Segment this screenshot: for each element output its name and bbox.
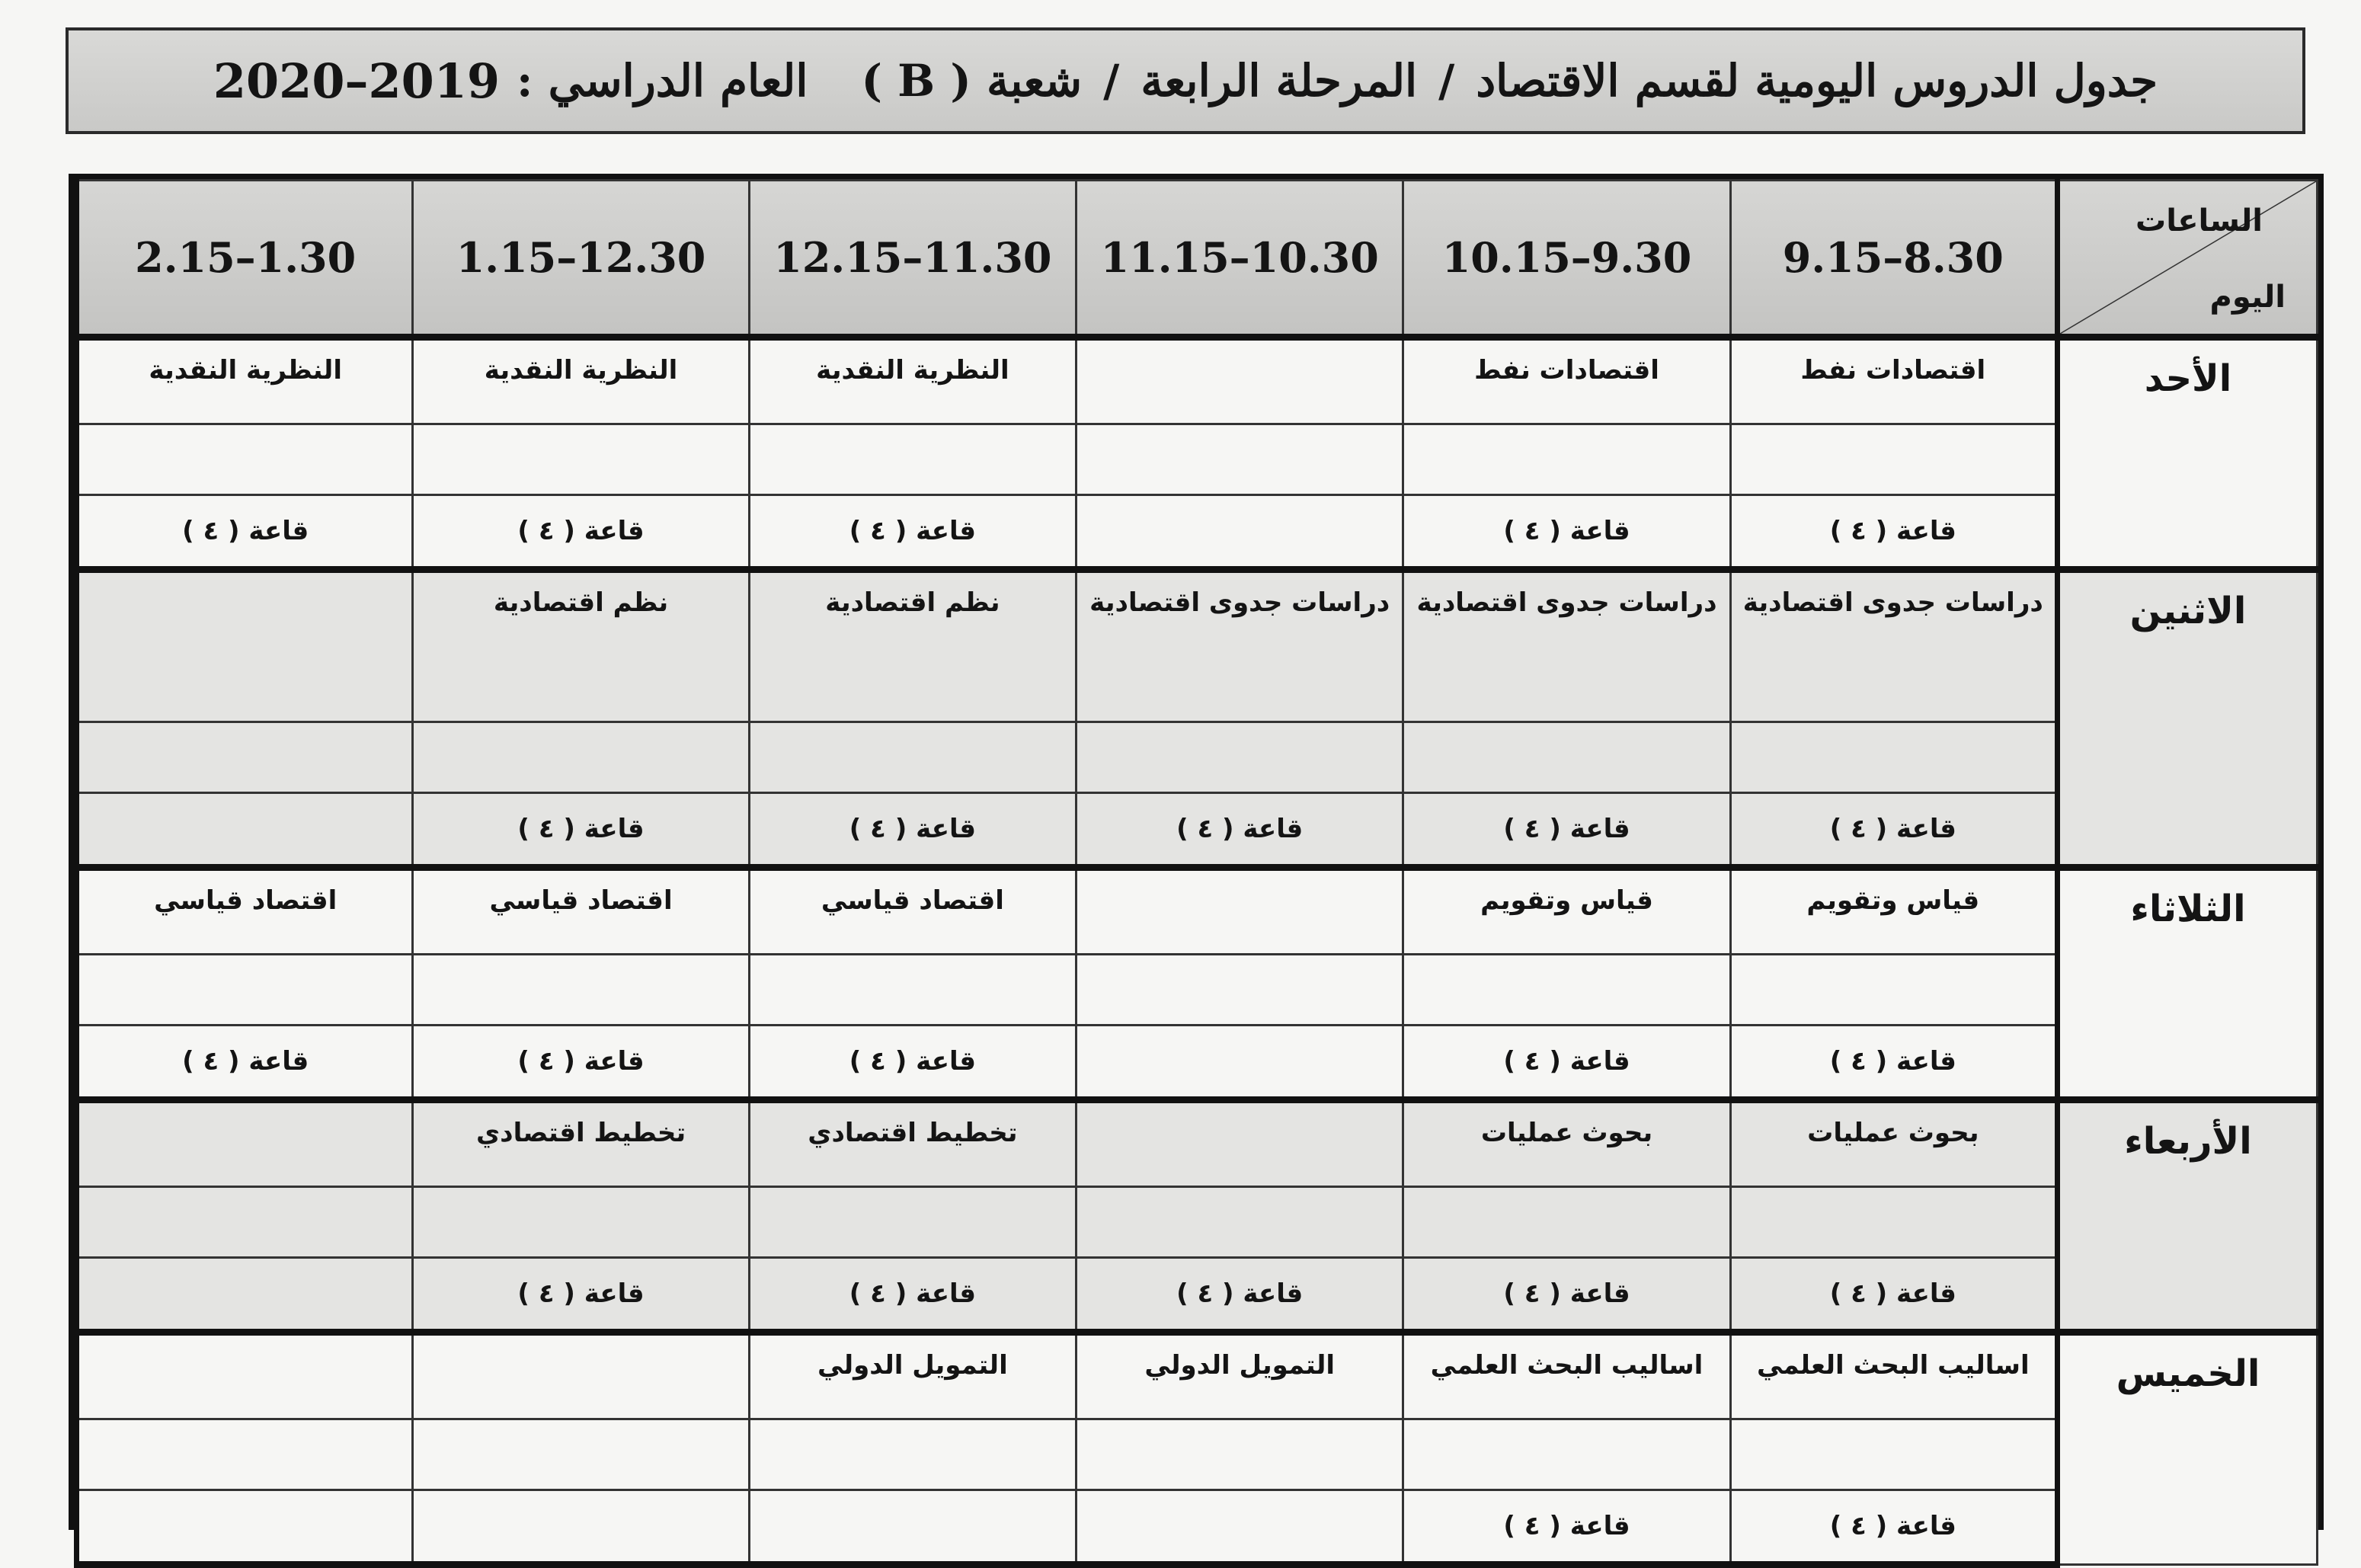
room-cell: قاعة ( ٤ ) xyxy=(77,1026,413,1100)
room-cell: قاعة ( ٤ ) xyxy=(1403,1258,1730,1333)
time-slot-header: 1.15–12.30 xyxy=(413,181,749,338)
room-cell xyxy=(1077,1026,1403,1100)
time-slot-header: 9.15–8.30 xyxy=(1730,181,2057,338)
room-cell xyxy=(1077,1490,1403,1565)
empty-cell xyxy=(413,1419,749,1490)
room-cell: قاعة ( ٤ ) xyxy=(749,495,1076,570)
subject-cell: النظرية النقدية xyxy=(77,338,413,424)
day-room-row xyxy=(77,1490,2318,1565)
empty-cell xyxy=(1077,424,1403,495)
room-cell: قاعة ( ٤ ) xyxy=(1730,1490,2057,1565)
day-spacer-row xyxy=(77,1187,2318,1258)
header-row xyxy=(77,181,2318,338)
time-slot-header: 2.15–1.30 xyxy=(77,181,413,338)
empty-cell xyxy=(1403,424,1730,495)
empty-cell xyxy=(1403,1419,1730,1490)
day-subject-row xyxy=(77,338,2318,424)
empty-cell xyxy=(749,1419,1076,1490)
empty-cell xyxy=(77,1419,413,1490)
subject-cell: اساليب البحث العلمي xyxy=(1730,1333,2057,1419)
subject-cell: قياس وتقويم xyxy=(1730,868,2057,955)
subject-cell: النظرية النقدية xyxy=(413,338,749,424)
subject-cell: نظم اقتصادية xyxy=(413,570,749,722)
subject-cell: اقتصادات نفط xyxy=(1403,338,1730,424)
day-room-row xyxy=(77,793,2318,868)
subject-cell: بحوث عمليات xyxy=(1403,1100,1730,1187)
room-cell: قاعة ( ٤ ) xyxy=(413,495,749,570)
time-slot-header: 11.15–10.30 xyxy=(1077,181,1403,338)
room-cell xyxy=(77,1490,413,1565)
room-cell: قاعة ( ٤ ) xyxy=(413,1026,749,1100)
room-cell: قاعة ( ٤ ) xyxy=(413,793,749,868)
room-cell xyxy=(749,1490,1076,1565)
empty-cell xyxy=(749,955,1076,1026)
page-title xyxy=(66,27,2305,134)
day-subject-row xyxy=(77,1100,2318,1187)
subject-cell: دراسات جدوى اقتصادية xyxy=(1730,570,2057,722)
day-name: الثلاثاء xyxy=(2057,868,2317,1100)
title-separator: / xyxy=(1438,55,1455,107)
empty-cell xyxy=(77,1187,413,1258)
empty-cell xyxy=(1730,424,2057,495)
subject-cell xyxy=(77,1100,413,1187)
day-spacer-row xyxy=(77,955,2318,1026)
room-cell: قاعة ( ٤ ) xyxy=(1403,1490,1730,1565)
day-room-row xyxy=(77,1026,2318,1100)
day-room-row xyxy=(77,495,2318,570)
day-name: الأحد xyxy=(2057,338,2317,570)
subject-cell xyxy=(1077,338,1403,424)
room-cell: قاعة ( ٤ ) xyxy=(1730,1026,2057,1100)
subject-cell: اقتصاد قياسي xyxy=(77,868,413,955)
room-cell xyxy=(77,1258,413,1333)
time-slot-header: 10.15–9.30 xyxy=(1403,181,1730,338)
subject-cell: التمويل الدولي xyxy=(1077,1333,1403,1419)
day-spacer-row xyxy=(77,424,2318,495)
title-separator: / xyxy=(1103,55,1120,107)
empty-cell xyxy=(77,722,413,793)
room-cell: قاعة ( ٤ ) xyxy=(77,495,413,570)
empty-cell xyxy=(413,722,749,793)
subject-cell: اقتصاد قياسي xyxy=(413,868,749,955)
subject-cell: تخطيط اقتصادي xyxy=(749,1100,1076,1187)
title-year-value: 2020–2019 xyxy=(213,53,501,109)
room-cell: قاعة ( ٤ ) xyxy=(1403,1026,1730,1100)
room-cell xyxy=(77,793,413,868)
subject-cell: بحوث عمليات xyxy=(1730,1100,2057,1187)
room-cell: قاعة ( ٤ ) xyxy=(1730,495,2057,570)
room-cell: قاعة ( ٤ ) xyxy=(413,1258,749,1333)
room-cell: قاعة ( ٤ ) xyxy=(1730,793,2057,868)
day-room-row xyxy=(77,1258,2318,1333)
empty-cell xyxy=(1077,722,1403,793)
title-year-label: العام الدراسي : xyxy=(517,55,808,107)
subject-cell xyxy=(1077,1100,1403,1187)
subject-cell: نظم اقتصادية xyxy=(749,570,1076,722)
subject-cell: اقتصادات نفط xyxy=(1730,338,2057,424)
empty-cell xyxy=(413,1187,749,1258)
empty-cell xyxy=(749,1187,1076,1258)
subject-cell xyxy=(77,1333,413,1419)
day-name: الأربعاء xyxy=(2057,1100,2317,1333)
subject-cell: تخطيط اقتصادي xyxy=(413,1100,749,1187)
empty-cell xyxy=(1403,1187,1730,1258)
room-cell: قاعة ( ٤ ) xyxy=(1077,1258,1403,1333)
title-stage: المرحلة الرابعة xyxy=(1141,55,1418,107)
empty-cell xyxy=(1730,1419,2057,1490)
subject-cell: دراسات جدوى اقتصادية xyxy=(1077,570,1403,722)
subject-cell xyxy=(413,1333,749,1419)
room-cell xyxy=(1077,495,1403,570)
schedule-table xyxy=(69,174,2324,1541)
day-label: اليوم xyxy=(2209,280,2286,315)
room-cell: قاعة ( ٤ ) xyxy=(1730,1258,2057,1333)
title-section: شعبة ( B ) xyxy=(861,55,1083,107)
hours-label: الساعات xyxy=(2135,203,2263,238)
subject-cell xyxy=(77,570,413,722)
empty-cell xyxy=(413,955,749,1026)
corner-header-cell xyxy=(2057,181,2317,338)
empty-cell xyxy=(1403,955,1730,1026)
room-cell: قاعة ( ٤ ) xyxy=(749,1026,1076,1100)
empty-cell xyxy=(1077,955,1403,1026)
day-spacer-row xyxy=(77,722,2318,793)
empty-cell xyxy=(77,955,413,1026)
time-slot-header: 12.15–11.30 xyxy=(749,181,1076,338)
subject-cell: اساليب البحث العلمي xyxy=(1403,1333,1730,1419)
day-subject-row xyxy=(77,570,2318,722)
empty-cell xyxy=(1730,722,2057,793)
subject-cell: اقتصاد قياسي xyxy=(749,868,1076,955)
room-cell: قاعة ( ٤ ) xyxy=(749,1258,1076,1333)
empty-cell xyxy=(77,424,413,495)
empty-cell xyxy=(1077,1187,1403,1258)
empty-cell xyxy=(749,424,1076,495)
schedule-grid xyxy=(74,179,2318,1568)
subject-cell: التمويل الدولي xyxy=(749,1333,1076,1419)
subject-cell: قياس وتقويم xyxy=(1403,868,1730,955)
subject-cell: دراسات جدوى اقتصادية xyxy=(1403,570,1730,722)
day-subject-row xyxy=(77,1333,2318,1419)
subject-cell xyxy=(1077,868,1403,955)
day-name: الخميس xyxy=(2057,1333,2317,1565)
room-cell xyxy=(413,1490,749,1565)
room-cell: قاعة ( ٤ ) xyxy=(1403,495,1730,570)
empty-cell xyxy=(413,424,749,495)
title-heading: جدول الدروس اليومية لقسم الاقتصاد xyxy=(1476,55,2158,107)
empty-cell xyxy=(1077,1419,1403,1490)
empty-cell xyxy=(1403,722,1730,793)
day-name: الاثنين xyxy=(2057,570,2317,868)
empty-cell xyxy=(1730,1187,2057,1258)
room-cell: قاعة ( ٤ ) xyxy=(749,793,1076,868)
room-cell: قاعة ( ٤ ) xyxy=(1403,793,1730,868)
room-cell: قاعة ( ٤ ) xyxy=(1077,793,1403,868)
day-spacer-row xyxy=(77,1419,2318,1490)
empty-cell xyxy=(1730,955,2057,1026)
subject-cell: النظرية النقدية xyxy=(749,338,1076,424)
day-subject-row xyxy=(77,868,2318,955)
empty-cell xyxy=(749,722,1076,793)
